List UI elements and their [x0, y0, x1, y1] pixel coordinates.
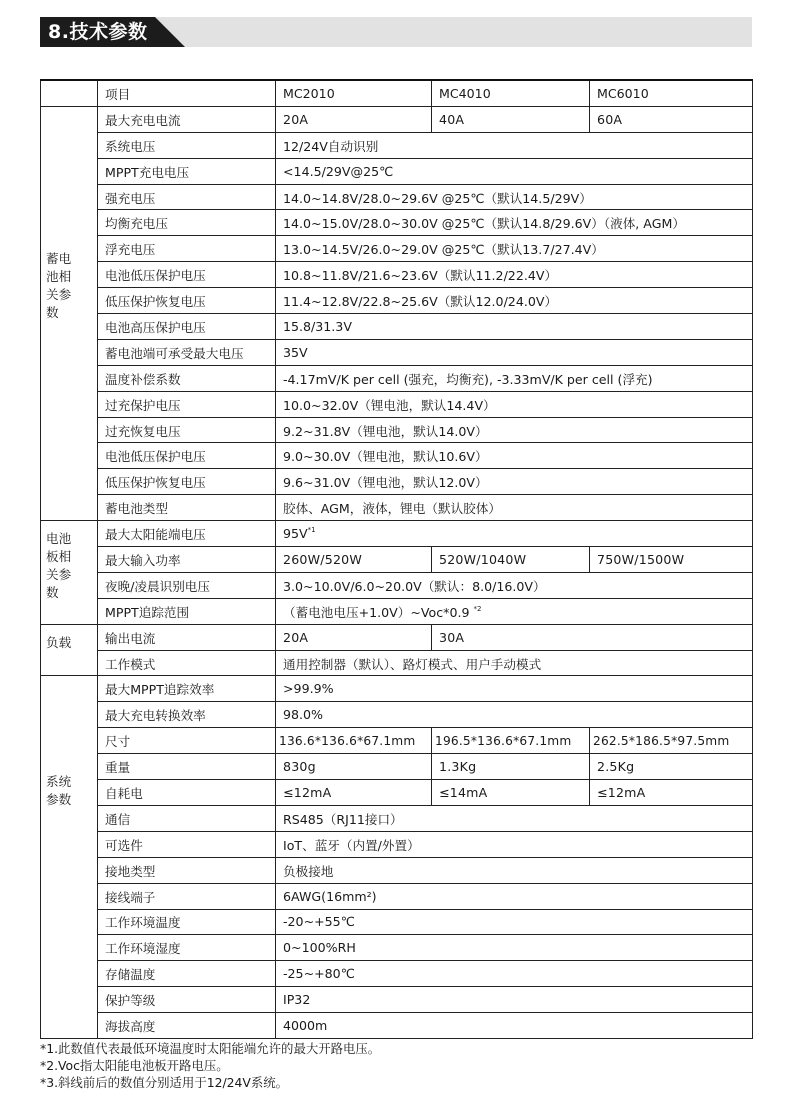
row-label: 蓄电池类型 — [98, 495, 276, 521]
row-label: 海拔高度 — [98, 1013, 276, 1039]
row-value: 通用控制器（默认）、路灯模式、用户手动模式 — [276, 650, 753, 676]
cell-mc4010: ≤14mA — [432, 780, 590, 806]
row-label: 存储温度 — [98, 961, 276, 987]
row-value: <14.5/29V@25℃ — [276, 158, 753, 184]
table-row — [41, 909, 753, 935]
row-value: 35V — [276, 339, 753, 365]
cell-mc4010: 520W/1040W — [432, 547, 590, 573]
table-row — [41, 288, 753, 314]
cell-mc2010: ≤12mA — [276, 780, 432, 806]
row-label: 接地类型 — [98, 857, 276, 883]
row-label: 低压保护恢复电压 — [98, 288, 276, 314]
group-label-battery — [41, 106, 98, 520]
row-value: 9.0~30.0V（锂电池，默认10.6V） — [276, 443, 753, 469]
row-label: 最大输入功率 — [98, 547, 276, 573]
value-text: 95V — [283, 526, 308, 542]
cell-mc2010: 830g — [276, 754, 432, 780]
row-value: IP32 — [276, 987, 753, 1013]
table-header-row — [41, 80, 753, 106]
footnote-ref: *2 — [473, 604, 482, 613]
cell-mc4010: 40A — [432, 106, 590, 132]
row-value — [276, 521, 753, 547]
row-label: 自耗电 — [98, 780, 276, 806]
header-model-mc2010: MC2010 — [276, 80, 432, 106]
row-label: 系统电压 — [98, 132, 276, 158]
row-label: 低压保护恢复电压 — [98, 469, 276, 495]
table-row — [41, 857, 753, 883]
header-model-mc6010: MC6010 — [590, 80, 753, 106]
footnotes — [40, 1040, 752, 1091]
row-value: 4000m — [276, 1013, 753, 1039]
cell-mc4010: 1.3Kg — [432, 754, 590, 780]
table-row — [41, 106, 753, 132]
row-label: 电池低压保护电压 — [98, 443, 276, 469]
group-label-load — [41, 624, 98, 676]
footnote: *1.此数值代表最低环境温度时太阳能端允许的最大开路电压。 — [40, 1041, 381, 1056]
footnote-ref: *1 — [307, 526, 316, 535]
row-label: 过充恢复电压 — [98, 417, 276, 443]
cell-mc6010: 2.5Kg — [590, 754, 753, 780]
cell-mc6010: 262.5*186.5*97.5mm — [590, 728, 753, 754]
row-label: 过充保护电压 — [98, 391, 276, 417]
table-row — [41, 805, 753, 831]
table-row — [41, 314, 753, 340]
footnote: *2.Voc指太阳能电池板开路电压。 — [40, 1058, 229, 1073]
row-value: -25~+80℃ — [276, 961, 753, 987]
group-text: 负载 — [46, 634, 72, 650]
table-row — [41, 935, 753, 961]
row-value: 13.0~14.5V/26.0~29.0V @25℃（默认13.7/27.4V） — [276, 236, 753, 262]
row-label: 夜晚/凌晨识别电压 — [98, 572, 276, 598]
cell-mc2010: 136.6*136.6*67.1mm — [276, 728, 432, 754]
row-label: 工作环境温度 — [98, 909, 276, 935]
table-row — [41, 961, 753, 987]
cell-mc2010: 20A — [276, 106, 432, 132]
row-label: 蓄电池端可承受最大电压 — [98, 339, 276, 365]
table-row — [41, 547, 753, 573]
table-row — [41, 469, 753, 495]
row-label: 保护等级 — [98, 987, 276, 1013]
table-row — [41, 184, 753, 210]
group-label-system — [41, 676, 98, 1038]
header-item: 项目 — [98, 80, 276, 106]
table-row — [41, 365, 753, 391]
table-row — [41, 1013, 753, 1039]
row-label: 浮充电压 — [98, 236, 276, 262]
row-label: 输出电流 — [98, 624, 276, 650]
table-row — [41, 262, 753, 288]
row-label: 温度补偿系数 — [98, 365, 276, 391]
row-value: 胶体、AGM，液体，锂电（默认胶体） — [276, 495, 753, 521]
cell-mc4010-mc6010: 30A — [432, 624, 753, 650]
row-value: 11.4~12.8V/22.8~25.6V（默认12.0/24.0V） — [276, 288, 753, 314]
row-label: 强充电压 — [98, 184, 276, 210]
footnote: *3.斜线前后的数值分别适用于12/24V系统。 — [40, 1075, 289, 1090]
table-row — [41, 236, 753, 262]
row-label: MPPT充电电压 — [98, 158, 276, 184]
row-value: 9.2~31.8V（锂电池，默认14.0V） — [276, 417, 753, 443]
row-label: 最大充电电流 — [98, 106, 276, 132]
table-row — [41, 210, 753, 236]
row-value: 10.8~11.8V/21.6~23.6V（默认11.2/22.4V） — [276, 262, 753, 288]
row-label: 重量 — [98, 754, 276, 780]
row-value: 3.0~10.0V/6.0~20.0V（默认：8.0/16.0V） — [276, 572, 753, 598]
row-label: 通信 — [98, 805, 276, 831]
section-title: 8.技术参数 — [48, 21, 148, 43]
table-row — [41, 521, 753, 547]
group-text: 电池板相关参数 — [46, 531, 72, 601]
table-row — [41, 572, 753, 598]
header-blank — [41, 80, 98, 106]
cell-mc6010: ≤12mA — [590, 780, 753, 806]
row-label: 接线端子 — [98, 883, 276, 909]
table-row — [41, 728, 753, 754]
table-row — [41, 702, 753, 728]
row-value: -20~+55℃ — [276, 909, 753, 935]
row-value: 14.0~14.8V/28.0~29.6V @25℃（默认14.5/29V） — [276, 184, 753, 210]
cell-mc2010: 260W/520W — [276, 547, 432, 573]
cell-mc4010: 196.5*136.6*67.1mm — [432, 728, 590, 754]
table-row — [41, 158, 753, 184]
row-value: 15.8/31.3V — [276, 314, 753, 340]
row-value: RS485（RJ11接口） — [276, 805, 753, 831]
row-label: 可选件 — [98, 831, 276, 857]
table-row — [41, 443, 753, 469]
table-row — [41, 650, 753, 676]
row-value: 12/24V自动识别 — [276, 132, 753, 158]
row-label: 电池高压保护电压 — [98, 314, 276, 340]
row-value: 9.6~31.0V（锂电池，默认12.0V） — [276, 469, 753, 495]
row-label: 电池低压保护电压 — [98, 262, 276, 288]
row-value: 负极接地 — [276, 857, 753, 883]
table-row — [41, 987, 753, 1013]
cell-mc6010: 60A — [590, 106, 753, 132]
table-row — [41, 132, 753, 158]
row-value: 98.0% — [276, 702, 753, 728]
table-row — [41, 495, 753, 521]
value-text: （蓄电池电压+1.0V）~Voc*0.9 — [283, 604, 470, 620]
row-label: 工作环境湿度 — [98, 935, 276, 961]
cell-mc6010: 750W/1500W — [590, 547, 753, 573]
row-label: 最大太阳能端电压 — [98, 521, 276, 547]
row-value: >99.9% — [276, 676, 753, 702]
table-row — [41, 391, 753, 417]
row-value: 0~100%RH — [276, 935, 753, 961]
group-text: 系统参数 — [46, 774, 72, 808]
table-row — [41, 417, 753, 443]
row-label: 工作模式 — [98, 650, 276, 676]
spec-table — [40, 79, 753, 1039]
table-row — [41, 883, 753, 909]
table-row — [41, 831, 753, 857]
table-row — [41, 339, 753, 365]
row-value: 10.0~32.0V（锂电池，默认14.4V） — [276, 391, 753, 417]
group-label-panel — [41, 521, 98, 625]
table-row — [41, 780, 753, 806]
row-label: 均衡充电压 — [98, 210, 276, 236]
table-row — [41, 754, 753, 780]
row-label: 最大MPPT追踪效率 — [98, 676, 276, 702]
group-text: 蓄电池相关参数 — [46, 250, 72, 320]
table-row — [41, 598, 753, 624]
table-row — [41, 624, 753, 650]
row-value: 6AWG(16mm²) — [276, 883, 753, 909]
row-value — [276, 598, 753, 624]
cell-mc2010: 20A — [276, 624, 432, 650]
row-label: 尺寸 — [98, 728, 276, 754]
row-value: IoT、蓝牙（内置/外置） — [276, 831, 753, 857]
row-label: 最大充电转换效率 — [98, 702, 276, 728]
table-row — [41, 676, 753, 702]
row-value: -4.17mV/K per cell (强充，均衡充), -3.33mV/K per cell (浮充) — [276, 365, 753, 391]
row-value: 14.0~15.0V/28.0~30.0V @25℃（默认14.8/29.6V）（液体, AGM） — [276, 210, 753, 236]
header-model-mc4010: MC4010 — [432, 80, 590, 106]
row-label: MPPT追踪范围 — [98, 598, 276, 624]
